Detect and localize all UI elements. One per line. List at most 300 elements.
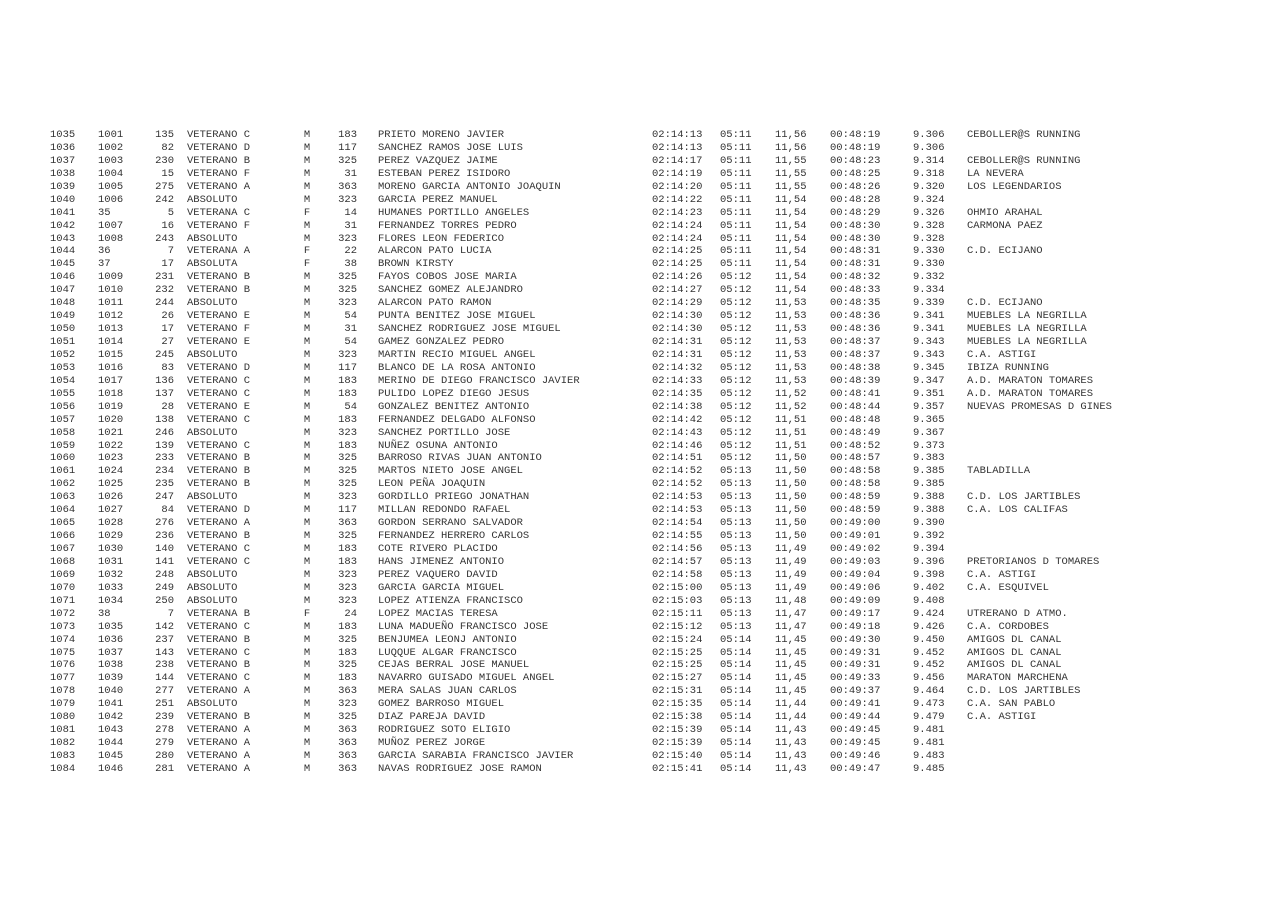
cell-category-position: 251 — [155, 698, 174, 711]
cell-finish-time: 02:14:55 — [652, 530, 703, 543]
cell-club: C.D. ECIJANO — [967, 297, 1043, 310]
cell-pace: 05:11 — [720, 258, 752, 271]
cell-category-position: 233 — [155, 452, 174, 465]
cell-points: 9.426 — [913, 620, 945, 633]
cell-speed: 11,50 — [775, 504, 807, 517]
cell-category: VETERANO A — [187, 685, 251, 698]
cell-split-time: 00:49:02 — [830, 543, 881, 555]
cell-overall-position: 1018 — [98, 387, 124, 400]
cell-overall-position: 1003 — [98, 154, 124, 167]
cell-position: 1065 — [50, 517, 76, 530]
cell-overall-position: 1042 — [98, 711, 124, 724]
cell-category: ABSOLUTO — [187, 297, 238, 310]
cell-runner-name: BLANCO DE LA ROSA ANTONIO — [378, 361, 536, 374]
cell-speed: 11,52 — [775, 387, 807, 400]
cell-split-time: 00:48:49 — [830, 426, 881, 439]
cell-category: VETERANO C — [187, 646, 251, 659]
cell-split-time: 00:48:25 — [830, 167, 881, 180]
cell-overall-position: 1019 — [98, 400, 124, 413]
cell-speed: 11,45 — [775, 685, 807, 698]
cell-category: ABSOLUTO — [187, 232, 238, 245]
cell-club: C.D. ECIJANO — [967, 245, 1043, 258]
cell-runner-name: BENJUMEA LEONJ ANTONIO — [378, 633, 517, 646]
cell-runner-name: NAVAS RODRIGUEZ JOSE RAMON — [378, 762, 542, 775]
cell-position: 1060 — [50, 452, 76, 465]
cell-speed: 11,54 — [775, 284, 807, 297]
cell-pace: 05:13 — [720, 504, 752, 517]
cell-position: 1076 — [50, 659, 76, 672]
cell-runner-name: GONZALEZ BENITEZ ANTONIO — [378, 400, 530, 413]
cell-finish-time: 02:15:12 — [652, 620, 703, 633]
cell-finish-time: 02:14:52 — [652, 465, 703, 478]
cell-split-time: 00:49:03 — [830, 555, 881, 568]
cell-pace: 05:13 — [720, 478, 752, 491]
cell-points: 9.330 — [913, 245, 945, 258]
cell-position: 1062 — [50, 478, 76, 491]
cell-gender: M — [303, 517, 311, 530]
cell-category: VETERANO E — [187, 310, 251, 323]
cell-gender: M — [303, 504, 311, 517]
cell-split-time: 00:48:37 — [830, 348, 881, 361]
cell-category: VETERANO B — [187, 478, 251, 491]
cell-points: 9.392 — [913, 530, 945, 543]
cell-gender: M — [303, 413, 311, 426]
cell-position: 1054 — [50, 374, 76, 387]
cell-overall-position: 1002 — [98, 141, 124, 154]
cell-category: VETERANO B — [187, 154, 251, 167]
cell-finish-time: 02:14:19 — [652, 167, 703, 180]
cell-runner-name: GARCIA GARCIA MIGUEL — [378, 581, 505, 594]
cell-category-total: 363 — [338, 517, 357, 530]
cell-split-time: 00:48:28 — [830, 193, 881, 206]
cell-overall-position: 37 — [98, 258, 111, 271]
cell-category-position: 277 — [155, 685, 174, 698]
cell-category-total: 31 — [344, 167, 357, 180]
cell-points: 9.481 — [913, 724, 945, 737]
cell-runner-name: PUNTA BENITEZ JOSE MIGUEL — [378, 310, 536, 323]
cell-split-time: 00:49:01 — [830, 530, 881, 543]
cell-pace: 05:13 — [720, 543, 752, 555]
cell-category-total: 363 — [338, 750, 357, 762]
cell-category: VETERANO F — [187, 323, 251, 336]
cell-finish-time: 02:14:46 — [652, 439, 703, 452]
cell-category-position: 140 — [155, 543, 174, 555]
cell-overall-position: 1022 — [98, 439, 124, 452]
cell-finish-time: 02:14:57 — [652, 555, 703, 568]
cell-finish-time: 02:14:24 — [652, 232, 703, 245]
cell-category-position: 139 — [155, 439, 174, 452]
cell-points: 9.332 — [913, 271, 945, 284]
cell-category-total: 117 — [338, 141, 357, 154]
cell-gender: M — [303, 478, 311, 491]
cell-speed: 11,50 — [775, 517, 807, 530]
cell-overall-position: 1025 — [98, 478, 124, 491]
cell-points: 9.320 — [913, 180, 945, 193]
cell-speed: 11,50 — [775, 452, 807, 465]
cell-points: 9.385 — [913, 465, 945, 478]
cell-gender: M — [303, 530, 311, 543]
cell-club: A.D. MARATON TOMARES — [967, 374, 1094, 387]
cell-category: VETERANA B — [187, 607, 251, 620]
cell-position: 1048 — [50, 297, 76, 310]
cell-points: 9.347 — [913, 374, 945, 387]
cell-category: ABSOLUTO — [187, 581, 238, 594]
cell-runner-name: FAYOS COBOS JOSE MARIA — [378, 271, 517, 284]
cell-position: 1071 — [50, 594, 76, 607]
cell-gender: M — [303, 141, 311, 154]
cell-category-position: 248 — [155, 568, 174, 581]
cell-split-time: 00:48:30 — [830, 219, 881, 232]
cell-split-time: 00:48:44 — [830, 400, 881, 413]
cell-category-position: 281 — [155, 762, 174, 775]
cell-finish-time: 02:14:30 — [652, 310, 703, 323]
cell-split-time: 00:48:33 — [830, 284, 881, 297]
cell-position: 1052 — [50, 348, 76, 361]
cell-overall-position: 1006 — [98, 193, 124, 206]
cell-category-position: 280 — [155, 750, 174, 762]
cell-speed: 11,45 — [775, 633, 807, 646]
cell-split-time: 00:48:52 — [830, 439, 881, 452]
cell-points: 9.334 — [913, 284, 945, 297]
cell-club: C.A. CORDOBES — [967, 620, 1049, 633]
cell-category-total: 325 — [338, 711, 357, 724]
cell-gender: F — [303, 245, 311, 258]
cell-position: 1063 — [50, 491, 76, 504]
cell-position: 1058 — [50, 426, 76, 439]
cell-points: 9.424 — [913, 607, 945, 620]
cell-overall-position: 1034 — [98, 594, 124, 607]
cell-category-total: 323 — [338, 581, 357, 594]
cell-points: 9.306 — [913, 129, 945, 141]
cell-points: 9.314 — [913, 154, 945, 167]
cell-overall-position: 1021 — [98, 426, 124, 439]
cell-overall-position: 1012 — [98, 310, 124, 323]
cell-finish-time: 02:15:00 — [652, 581, 703, 594]
cell-gender: M — [303, 232, 311, 245]
cell-points: 9.396 — [913, 555, 945, 568]
cell-position: 1039 — [50, 180, 76, 193]
cell-split-time: 00:48:58 — [830, 478, 881, 491]
cell-gender: M — [303, 737, 311, 750]
cell-position: 1074 — [50, 633, 76, 646]
cell-points: 9.450 — [913, 633, 945, 646]
cell-points: 9.367 — [913, 426, 945, 439]
cell-category: VETERANO C — [187, 543, 251, 555]
cell-category-total: 183 — [338, 374, 357, 387]
cell-gender: M — [303, 374, 311, 387]
cell-runner-name: ALARCON PATO RAMON — [378, 297, 492, 310]
cell-speed: 11,49 — [775, 555, 807, 568]
cell-points: 9.388 — [913, 504, 945, 517]
cell-finish-time: 02:14:38 — [652, 400, 703, 413]
cell-runner-name: GAMEZ GONZALEZ PEDRO — [378, 336, 505, 348]
cell-category: VETERANO B — [187, 465, 251, 478]
cell-category-position: 278 — [155, 724, 174, 737]
cell-club: PRETORIANOS D TOMARES — [967, 555, 1100, 568]
cell-runner-name: PRIETO MORENO JAVIER — [378, 129, 505, 141]
cell-runner-name: COTE RIVERO PLACIDO — [378, 543, 498, 555]
cell-gender: F — [303, 607, 311, 620]
cell-category: ABSOLUTO — [187, 348, 238, 361]
cell-speed: 11,43 — [775, 724, 807, 737]
cell-category-total: 31 — [344, 323, 357, 336]
cell-category: VETERANO B — [187, 633, 251, 646]
cell-position: 1057 — [50, 413, 76, 426]
cell-speed: 11,51 — [775, 413, 807, 426]
cell-category: VETERANO A — [187, 180, 251, 193]
cell-points: 9.330 — [913, 258, 945, 271]
cell-speed: 11,53 — [775, 310, 807, 323]
cell-finish-time: 02:15:39 — [652, 737, 703, 750]
cell-finish-time: 02:14:31 — [652, 336, 703, 348]
cell-finish-time: 02:14:42 — [652, 413, 703, 426]
cell-position: 1038 — [50, 167, 76, 180]
cell-category-position: 276 — [155, 517, 174, 530]
cell-category-position: 27 — [161, 336, 174, 348]
cell-runner-name: PULIDO LOPEZ DIEGO JESUS — [378, 387, 530, 400]
cell-category-position: 28 — [161, 400, 174, 413]
cell-category: VETERANO F — [187, 219, 251, 232]
cell-overall-position: 1043 — [98, 724, 124, 737]
cell-club: C.D. LOS JARTIBLES — [967, 491, 1081, 504]
cell-category-position: 234 — [155, 465, 174, 478]
cell-pace: 05:11 — [720, 129, 752, 141]
cell-category: ABSOLUTO — [187, 568, 238, 581]
cell-category: ABSOLUTO — [187, 698, 238, 711]
cell-split-time: 00:48:59 — [830, 504, 881, 517]
cell-category: VETERANO D — [187, 141, 251, 154]
cell-position: 1059 — [50, 439, 76, 452]
cell-gender: M — [303, 762, 311, 775]
cell-split-time: 00:49:31 — [830, 646, 881, 659]
cell-speed: 11,50 — [775, 478, 807, 491]
cell-speed: 11,43 — [775, 737, 807, 750]
cell-split-time: 00:49:09 — [830, 594, 881, 607]
cell-position: 1084 — [50, 762, 76, 775]
cell-club: CEBOLLER@S RUNNING — [967, 129, 1081, 141]
cell-gender: M — [303, 698, 311, 711]
cell-finish-time: 02:14:29 — [652, 297, 703, 310]
cell-category-total: 183 — [338, 387, 357, 400]
cell-category-total: 323 — [338, 426, 357, 439]
cell-pace: 05:12 — [720, 361, 752, 374]
cell-category-total: 323 — [338, 568, 357, 581]
cell-pace: 05:11 — [720, 193, 752, 206]
cell-runner-name: MARTIN RECIO MIGUEL ANGEL — [378, 348, 536, 361]
cell-finish-time: 02:14:24 — [652, 219, 703, 232]
cell-category-position: 17 — [161, 258, 174, 271]
cell-speed: 11,55 — [775, 180, 807, 193]
cell-pace: 05:11 — [720, 206, 752, 219]
cell-category-total: 183 — [338, 620, 357, 633]
cell-speed: 11,49 — [775, 543, 807, 555]
cell-speed: 11,54 — [775, 232, 807, 245]
cell-points: 9.479 — [913, 711, 945, 724]
cell-club: C.A. LOS CALIFAS — [967, 504, 1068, 517]
cell-category-total: 325 — [338, 530, 357, 543]
cell-speed: 11,53 — [775, 297, 807, 310]
cell-split-time: 00:48:57 — [830, 452, 881, 465]
cell-gender: M — [303, 219, 311, 232]
cell-position: 1040 — [50, 193, 76, 206]
cell-points: 9.357 — [913, 400, 945, 413]
cell-runner-name: ESTEBAN PEREZ ISIDORO — [378, 167, 511, 180]
cell-overall-position: 1030 — [98, 543, 124, 555]
cell-category-position: 236 — [155, 530, 174, 543]
cell-overall-position: 1008 — [98, 232, 124, 245]
cell-category-position: 7 — [167, 607, 174, 620]
cell-split-time: 00:49:04 — [830, 568, 881, 581]
cell-position: 1079 — [50, 698, 76, 711]
cell-speed: 11,53 — [775, 361, 807, 374]
cell-category-total: 54 — [344, 336, 357, 348]
cell-finish-time: 02:14:25 — [652, 258, 703, 271]
cell-runner-name: MERINO DE DIEGO FRANCISCO JAVIER — [378, 374, 580, 387]
cell-speed: 11,53 — [775, 336, 807, 348]
cell-category-position: 84 — [161, 504, 174, 517]
cell-finish-time: 02:14:58 — [652, 568, 703, 581]
cell-category-position: 5 — [167, 206, 174, 219]
cell-category: VETERANO C — [187, 555, 251, 568]
cell-finish-time: 02:15:39 — [652, 724, 703, 737]
cell-pace: 05:11 — [720, 154, 752, 167]
cell-points: 9.324 — [913, 193, 945, 206]
cell-runner-name: MILLAN REDONDO RAFAEL — [378, 504, 511, 517]
cell-runner-name: DIAZ PAREJA DAVID — [378, 711, 486, 724]
cell-split-time: 00:48:36 — [830, 323, 881, 336]
cell-finish-time: 02:14:32 — [652, 361, 703, 374]
cell-category-position: 239 — [155, 711, 174, 724]
cell-pace: 05:12 — [720, 387, 752, 400]
cell-overall-position: 1046 — [98, 762, 124, 775]
cell-category-total: 323 — [338, 232, 357, 245]
cell-points: 9.452 — [913, 659, 945, 672]
cell-club: C.A. ASTIGI — [967, 711, 1037, 724]
cell-pace: 05:12 — [720, 439, 752, 452]
cell-runner-name: FERNANDEZ HERRERO CARLOS — [378, 530, 530, 543]
cell-club: NUEVAS PROMESAS D GINES — [967, 400, 1112, 413]
cell-split-time: 00:48:32 — [830, 271, 881, 284]
cell-pace: 05:12 — [720, 400, 752, 413]
cell-speed: 11,44 — [775, 711, 807, 724]
cell-speed: 11,47 — [775, 607, 807, 620]
cell-category-total: 54 — [344, 400, 357, 413]
cell-finish-time: 02:14:22 — [652, 193, 703, 206]
cell-category: VETERANO C — [187, 620, 251, 633]
cell-club: OHMIO ARAHAL — [967, 206, 1043, 219]
cell-runner-name: BROWN KIRSTY — [378, 258, 454, 271]
cell-position: 1070 — [50, 581, 76, 594]
cell-runner-name: SANCHEZ RODRIGUEZ JOSE MIGUEL — [378, 323, 561, 336]
cell-club: MUEBLES LA NEGRILLA — [967, 336, 1087, 348]
cell-overall-position: 1040 — [98, 685, 124, 698]
cell-points: 9.464 — [913, 685, 945, 698]
cell-points: 9.373 — [913, 439, 945, 452]
cell-position: 1061 — [50, 465, 76, 478]
cell-pace: 05:12 — [720, 348, 752, 361]
cell-finish-time: 02:14:53 — [652, 504, 703, 517]
cell-points: 9.383 — [913, 452, 945, 465]
cell-overall-position: 1014 — [98, 336, 124, 348]
cell-points: 9.343 — [913, 348, 945, 361]
cell-category-total: 183 — [338, 555, 357, 568]
cell-runner-name: SANCHEZ GOMEZ ALEJANDRO — [378, 284, 523, 297]
cell-overall-position: 1011 — [98, 297, 124, 310]
cell-category: VETERANO C — [187, 374, 251, 387]
cell-gender: M — [303, 452, 311, 465]
cell-category-total: 325 — [338, 284, 357, 297]
cell-category-position: 7 — [167, 245, 174, 258]
cell-position: 1056 — [50, 400, 76, 413]
cell-points: 9.388 — [913, 491, 945, 504]
cell-speed: 11,49 — [775, 581, 807, 594]
cell-category-position: 26 — [161, 310, 174, 323]
cell-category: VETERANO B — [187, 284, 251, 297]
cell-split-time: 00:49:18 — [830, 620, 881, 633]
cell-overall-position: 1015 — [98, 348, 124, 361]
cell-club: LA NEVERA — [967, 167, 1024, 180]
cell-overall-position: 1035 — [98, 620, 124, 633]
cell-split-time: 00:48:48 — [830, 413, 881, 426]
cell-category-total: 38 — [344, 258, 357, 271]
cell-points: 9.341 — [913, 310, 945, 323]
cell-pace: 05:14 — [720, 633, 752, 646]
cell-speed: 11,45 — [775, 646, 807, 659]
cell-pace: 05:12 — [720, 310, 752, 323]
cell-category-total: 54 — [344, 310, 357, 323]
cell-category-position: 235 — [155, 478, 174, 491]
cell-gender: M — [303, 154, 311, 167]
cell-speed: 11,54 — [775, 271, 807, 284]
cell-points: 9.398 — [913, 568, 945, 581]
cell-position: 1081 — [50, 724, 76, 737]
cell-gender: M — [303, 620, 311, 633]
cell-overall-position: 1028 — [98, 517, 124, 530]
cell-pace: 05:14 — [720, 724, 752, 737]
cell-split-time: 00:48:31 — [830, 258, 881, 271]
cell-position: 1047 — [50, 284, 76, 297]
cell-category-total: 363 — [338, 685, 357, 698]
cell-category-total: 183 — [338, 672, 357, 685]
cell-category: VETERANA A — [187, 245, 251, 258]
cell-speed: 11,53 — [775, 323, 807, 336]
cell-category-position: 275 — [155, 180, 174, 193]
cell-finish-time: 02:15:41 — [652, 762, 703, 775]
cell-points: 9.485 — [913, 762, 945, 775]
cell-category-position: 230 — [155, 154, 174, 167]
cell-runner-name: LUQQUE ALGAR FRANCISCO — [378, 646, 517, 659]
cell-pace: 05:13 — [720, 555, 752, 568]
cell-gender: M — [303, 543, 311, 555]
cell-club: LOS LEGENDARIOS — [967, 180, 1062, 193]
cell-club: A.D. MARATON TOMARES — [967, 387, 1094, 400]
cell-category: ABSOLUTO — [187, 594, 238, 607]
cell-category-total: 363 — [338, 737, 357, 750]
cell-split-time: 00:49:44 — [830, 711, 881, 724]
cell-category-total: 183 — [338, 413, 357, 426]
cell-category: VETERANO A — [187, 724, 251, 737]
cell-pace: 05:13 — [720, 530, 752, 543]
cell-gender: M — [303, 659, 311, 672]
cell-pace: 05:11 — [720, 245, 752, 258]
cell-finish-time: 02:14:54 — [652, 517, 703, 530]
cell-category-position: 238 — [155, 659, 174, 672]
cell-points: 9.402 — [913, 581, 945, 594]
cell-finish-time: 02:15:11 — [652, 607, 703, 620]
cell-category: ABSOLUTA — [187, 258, 238, 271]
cell-position: 1067 — [50, 543, 76, 555]
cell-overall-position: 1026 — [98, 491, 124, 504]
